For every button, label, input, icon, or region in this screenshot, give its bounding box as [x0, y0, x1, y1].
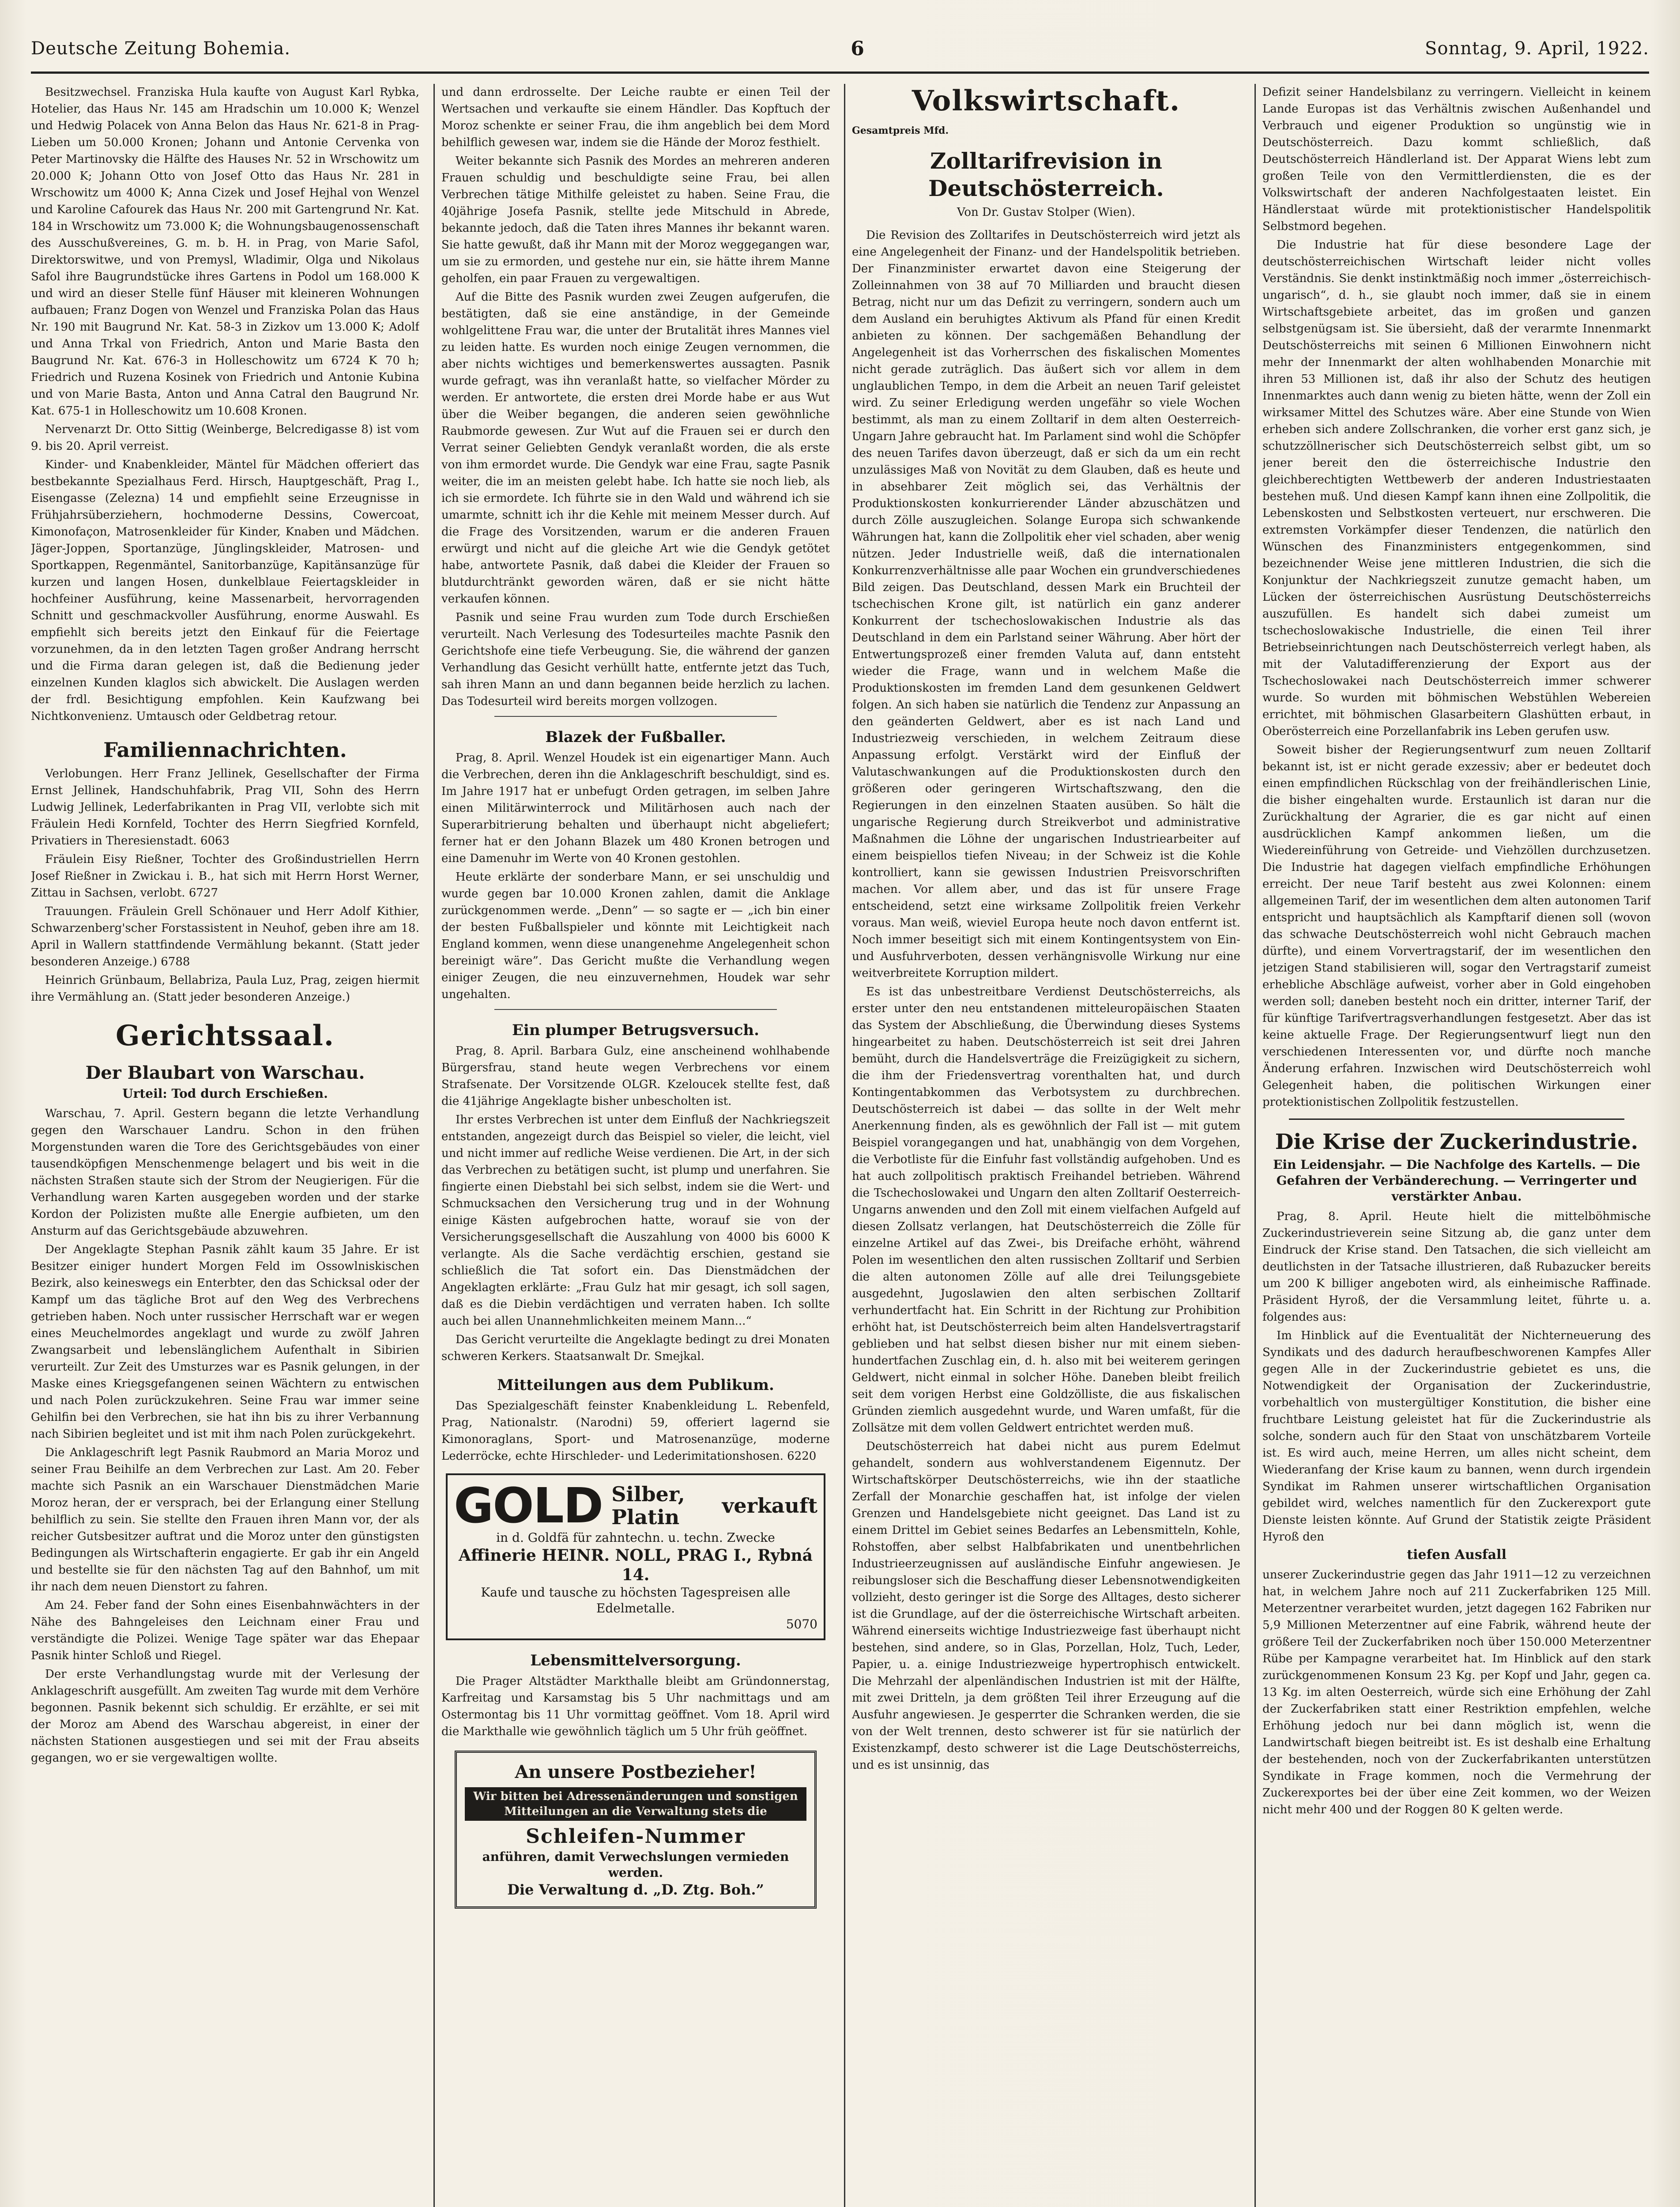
article-paragraph: Weiter bekannte sich Pasnik des Mordes an mehreren anderen Frauen schuldig und beschuldigte seine Frau, bei allen Verbrechen tätige Mithilfe geleistet zu haben. Seine Frau, die 40jährige Josefa Pasnik, stellte jede Mitschuld in Abrede, bekannte jedoch, daß die Taten ihres Mannes ihr bekannt waren. Sie hatte gewußt, daß ihr Mann mit der Moroz weggegangen war, um sie zu ermorden, und gestehe nur ein, sie hätte ihrem Manne geholfen, ein paar Frauen zu vergewaltigen.	[441, 154, 830, 285]
local-news-paragraph: Kinder- und Knabenkleider, Mäntel für Mädchen offeriert das bestbekannte Spezialhaus Ferd. Hirsch, Hauptgeschäft, Prag I., Eisengasse (Zelezna) 14 und empfiehlt seine Erzeugnisse in Frühjahrsüberziehern, hochmoderne Dessins, Cowercoat, Kimonofaçon, Matrosenkleider für Kinder, Knaben und Mädchen. Jäger-Joppen, Sportanzüge, Jünglingskleider, Matrosen- und Sportkappen, Regenmäntel, Sanitorbanzüge, Kapitänsanzüge für kurzen und langen Hosen, dunkelblaue Feiertagskleider in hochfeiner Ausführung, keine Massenarbeit, hervorragenden Schnitt und geschmackvoller Ausführung, enorme Auswahl. Es empfiehlt sich bereits jetzt den Einkauf für die Feiertage vorzunehmen, da in den letzten Tagen großer Andrang herrscht und die Firma daran gelegen ist, daß die Bedienung jeder einzelnen Kunden klaglos sich abwickelt. Die Auslagen werden der frdl. Besichtigung empfohlen. Kein Kaufzwang bei Nichtkonvenienz. Umtausch oder Geldbetrag retour.	[31, 458, 419, 723]
food-supply-heading: Lebensmittelversorgung.	[530, 1652, 741, 1669]
page-number: 6	[851, 37, 865, 60]
ad-tagline: Kaufe und tausche zu höchsten Tagespreisen alle Edelmetalle.	[481, 1585, 791, 1616]
article-paragraph: Deutschösterreich hat dabei nicht aus purem Edelmut gehandelt, sondern aus wohlverstandenem Eigennutz. Der Wirtschaftskörper Deutschösterreichs, wie ihn der staatliche Zerfall der Monarchie geschaffen hat, ist infolge der vielen Grenzen und Handelsgebiete nicht geeignet. Das Land ist zu einem Drittel im Gebiet seines Bedarfes an Lebensmitteln, Kohle, Rohstoffen, aber selbst Halbfabrikaten und unentbehrlichen Industrieerzeugnissen auf ausländische Einfuhr angewiesen. Je reibungsloser sich die Beschaffung dieser Lebensnotwendigkeiten vollzieht, desto geringer ist die Sorge des Alltages, desto sicherer ist die Grundlage, auf der die österreichische Wirtschaft arbeiten. Während einerseits wichtige Industriezweige fast überhaupt nicht bestehen, sind andere, so in Glas, Porzellan, Holz, Tuch, Leder, Papier, u. a. einige Industriezweige hypertrophisch entwickelt. Die Mehrzahl der alpenländischen Industrien ist mit der Hälfte, mit zwei Dritteln, ja dem größten Teil ihrer Erzeugung auf die Ausfuhr angewiesen. Je gesperrter die Schranken werden, die sie von der Welt trennen, desto schwerer ist für sie natürlich der Existenzkampf, desto schwerer ist die Lage Deutschösterreichs, und es ist unsinnig, das	[852, 1440, 1240, 1772]
issue-date: Sonntag, 9. April, 1922.	[1425, 38, 1649, 59]
article-paragraph: Heute erklärte der sonderbare Mann, er sei unschuldig und wurde gegen bar 10.000 Kronen zahlen, damit die Anklage zurückgenommen werde. „Denn” — so sagte er — „ich bin einer der besten Fußballspieler und könnte mit Leichtigkeit nach England kommen, wenn diese unangenehme Angelegenheit schon bereinigt wäre”. Das Gericht mußte die Verhandlung wegen einiger Zeugen, die neu einzuvernehmen, Houdek war sehr ungehalten.	[441, 870, 830, 1001]
family-notice: Heinrich Grünbaum, Bellabriza, Paula Luz, Prag, zeigen hiermit ihre Vermählung an. (Statt jeder besonderen Anzeige.)	[31, 974, 419, 1004]
public-notices-heading: Mitteilungen aus dem Publikum.	[497, 1376, 774, 1394]
article-paragraph: Das Gericht verurteilte die Angeklagte bedingt zu drei Monaten schweren Kerkers. Staatsanwalt Dr. Smejkal.	[441, 1333, 830, 1363]
article-paragraph: Der Angeklagte Stephan Pasnik zählt kaum 35 Jahre. Er ist Besitzer einiger hundert Morgen Feld im Ossowlniskischen Bezirk, also keineswegs ein Enterbter, den das Schicksal oder der Kampf um das tägliche Brot auf den Weg des Verbrechens getrieben haben. Noch unter russischer Herrschaft war er wegen eines Meuchelmordes angeklagt und wurde zu zwölf Jahren Zwangsarbeit und lebenslänglichem Aufenthalt in Sibirien verurteilt. Zur Zeit des Umsturzes war es Pasnik gelungen, in der Maske eines Kriegsgefangenen seinen Wächtern zu entwischen und nach Polen zurückzukehren. Seine Frau war immer seine Gehilfin bei den Verbrechen, sie hat ihn bis zu ihrer Verbannung nach Sibirien begleitet und ist mit ihm nach Polen zurückgekehrt.	[31, 1243, 419, 1441]
article-paragraph: Die Industrie hat für diese besondere Lage der deutschösterreichischen Wirtschaft leider nicht volles Verständnis. Sie denkt instinktmäßig noch immer „österreichisch-ungarisch“, d. h., sie glaubt noch immer, daß sie in einem Wirtschaftsgebiete arbeitet, das im großen und ganzen selbstgenügsam ist. Sie übersieht, daß der verarmte Innenmarkt Deutschösterreichs mit seinen 6 Millionen Einwohnern nicht mehr der Innenmarkt der alten wohlhabenden Monarchie mit ihren 53 Millionen ist, daß ihr also der Schutz des heutigen Innenmarktes auch dann wenig zu bieten hätte, wenn der Zoll ein wirksamer Mittel des Schutzes wäre. Aber eine Stunde von Wien erheben sich andere Zollschranken, die vorher erst ganz sich, je schutzzöllnerischer sich Deutschösterreich selbst gibt, um so jener bereit den die österreichische Industrie den gleichberechtigten Wettbewerb der anderen Industriestaaten bestehen muß. Und diesen Kampf kann ihnen eine Zollpolitik, die Lebenskosten und Selbstkosten verteuert, nur erschweren. Die extremsten Vorkämpfer dieser Tendenzen, die natürlich den Wünschen des Finanzministers entgegenkommen, sind bezeichnender Weise jene mittleren Industrien, die sich die Konjunktur der Nachkriegszeit zunutze gemacht haben, um Lücken der österreichischen Ausrüstung Deutschösterreichs auszufüllen. Es handelt sich dabei zumeist um tschechoslowakische Industrielle, die einen Teil ihrer Betriebseinrichtungen nach Deutschösterreich verlegt haben, als mit der Valutadifferenzierung der Export aus der Tschechoslowakei nach Deutschösterreich immer schwerer wurde. So wurden mit böhmischen Webstühlen Webereien errichtet, mit böhmischen Glasarbeitern Glashütten erbaut, in Oberösterreich eine Porzellanfabrik ins Leben gerufen usw.	[1262, 238, 1651, 738]
article-headline: Der Blaubart von Warschau.	[85, 1062, 365, 1083]
section-note: Gesamtpreis Mfd.	[852, 125, 949, 136]
notice-main: Schleifen-Nummer	[526, 1825, 746, 1848]
masthead-name: Deutsche Zeitung Bohemia.	[31, 38, 291, 59]
article-paragraph: Warschau, 7. April. Gestern begann die letzte Verhandlung gegen den Warschauer Landru. Schon in den frühen Morgenstunden waren die Tore des Gerichtsgebäudes von einer tausendköpfigen Menschenmenge belagert und bis weit in die nächsten Straßen staute sich der Strom der Neugierigen. Für die Verhandlung waren Karten ausgegeben worden und der starke Kordon der Polizisten mußte alle Energie aufbieten, um den Ansturm auf das Gerichtsgebäude abzuwehren.	[31, 1107, 419, 1238]
economy-section-heading: Volkswirtschaft.	[912, 84, 1181, 117]
column-1	[31, 84, 419, 2207]
article-paragraph: Die Revision des Zolltarifes in Deutschösterreich wird jetzt als eine Angelegenheit der Finanz- und der Handelspolitik betrieben. Der Finanzminister erwartet davon eine Steigerung der Zolleinnahmen von 38 auf 70 Milliarden und braucht diesen Betrag, nicht nur um das Defizit zu verringern, sondern auch um dem Ausland ein beruhigtes Aktivum als Pfand für einen Kredit anbieten zu können. Der sachgemäßen Behandlung der Angelegenheit ist das Vorherrschen des fiskalischen Momentes nicht gerade zuträglich. Das äußert sich vor allem in dem unglaublichen Tempo, in dem die Arbeit an neuen Tarif geleistet wird. Zu seiner Erledigung werden ungefähr so viele Wochen bestimmt, als man zu einem Zolltarif in dem alten Oesterreich-Ungarn Jahre gebraucht hat. Im Parlament sind wohl die Schöpfer des neuen Tarifes davon überzeugt, daß er sich da um ein recht unzulässiges Maß von Novität zu dem Glauben, daß es heute und in absehbarer Zeit möglich sei, das Verhältnis der Produktionskosten konkurrierender Länder abzuschätzen und durch Zölle auszugleichen. Solange Europa sich schwankende Währungen hat, kann die Zollpolitik eher viel schaden, aber wenig nützen. Jeder Industrielle weiß, daß die internationalen Konkurrenzverhältnisse alle paar Wochen ein grundverschiedenes Bild zeigen. Das Deutschland, dessen Mark ein Bruchteil der tschechischen Krone gilt, ist natürlich ein ganz anderer Konkurrent der tschechoslowakischen Industrie als das Deutschland in dem ein Parlstand seiner Währung. Aber hört der Entwertungsprozeß einer fremden Valuta auf, dann entsteht wieder die Frage, wann und in welchem Maße die Produktionskosten im fremden Land dem gesunkenen Geldwert folgen. An sich haben sie natürlich die Tendenz zur Anpassung an den geänderten Geldwert, aber es ist nach Land und Industriezweig verschieden, in welchem Zeitraum diese Anpassung erfolgt. Verstärkt wird der Einfluß der Valutaschwankungen auf die Produktionskosten durch den größeren oder geringeren Wirtschaftszwang, den die Regierungen in den einzelnen Staaten ausüben. So hält die ungarische Regierung durch Streikverbot und administrative Maßnahmen die Löhne der ungarischen Industriearbeiter auf einem beispiellos tiefen Niveau; in der Schweiz ist die Kohle kontrolliert, kann sie gewissen Industrien Preisvorschriften machen. Vor allem aber, und das ist für unsere Frage entscheidend, setzt eine wirksame Zollpolitik freien Verkehr voraus. Man weiß, wieviel Europa heute noch davon entfernt ist. Noch immer beseitigt sich mit einem Kontingentsystem von Ein- und Ausfuhrverboten, dessen verhängnisvolle Wirkung nur eine weitverbreitete Korruption mildert.	[852, 229, 1240, 980]
article-paragraph: Soweit bisher der Regierungsentwurf zum neuen Zolltarif bekannt ist, ist er nicht gerade exzessiv; aber er bedeutet doch einen empfindlichen Rückschlag von der freihändlerischen Linie, die bisher eingehalten wurde. Erstaunlich ist daran nur die Zurückhaltung der Agrarier, die es gar nicht auf einen ausdrücklichen Kampf ankommen ließen, um die Wiedereinführung von Getreide- und Viehzöllen durchzusetzen. Die Industrie hat dagegen vielfach empfindliche Erhöhungen erreicht. Der neue Tarif besteht aus zwei Kolonnen: einem allgemeinen Tarif, der im wesentlichen dem alten autonomen Tarif entspricht und hauptsächlich als Kampftarif dienen soll (wovon das schwache Deutschösterreich wohl nicht Gebrauch machen dürfte), und einem Vorvertragstarif, der im wesentlichen den jetzigen Stand stabilisieren will, sogar den Vertragstarif zumeist erhebliche Abschläge aufweist, vorher aber in Gold eingehoben werden soll; daneben besteht noch ein dritter, interner Tarif, der für künftige Tarifvertragsverhandlungen festgesetzt. Aber das ist keine aktuelle Frage. Der Regierungsentwurf liegt nun den verschiedenen Interessenten vor, und dürfte noch manche Änderung erfahren. Inzwischen wird Deutschösterreich wohl Gelegenheit haben, die politischen Wirkungen einer protektionistischen Zollpolitik festzustellen.	[1262, 743, 1651, 1109]
article-headline: Zolltarifrevision in Deutschösterreich.	[928, 148, 1164, 201]
article-paragraph: Prag, 8. April. Heute hielt die mittelböhmische Zuckerindustrieverein seine Sitzung ab, die ganz unter dem Eindruck der Krise stand. Den Tatsachen, die sich vielleicht am deutlichsten in der Tatsache illustrieren, daß Rubazucker bereits um 200 K billiger angeboten wird, als einheimische Raffinade. Präsident Hyroß, der die Versammlung leitet, führte u. a. folgendes aus:	[1262, 1210, 1651, 1324]
family-news-heading: Familiennachrichten.	[103, 738, 347, 762]
article-headline: Die Krise der Zuckerindustrie.	[1275, 1130, 1639, 1154]
page-header	[31, 31, 1649, 66]
article-paragraph: Pasnik und seine Frau wurden zum Tode durch Erschießen verurteilt. Nach Verlesung des Todesurteiles machte Pasnik den Gerichtshofe eine tiefe Verbeugung. Sie, die während der ganzen Verhandlung das Gesicht verhüllt hatte, entfernte jetzt das Tuch, sah ihren Mann an und dann begannen beide herzlich zu lachen. Das Todesurteil wird bereits morgen vollzogen.	[441, 611, 830, 708]
article-paragraph: unserer Zuckerindustrie gegen das Jahr 1911—12 zu verzeichnen hat, in welchem Jahre noch auf 211 Zuckerfabriken 125 Mill. Meterzentner verarbeitet wurden, jetzt dagegen 162 Fabriken nur 5,9 Millionen Meterzentner auf eine Fabrik, während heute der größere Teil der Zuckerfabriken noch über 150.000 Meterzentner Rübe per Kampagne verarbeitet hat. Im Hinblick auf den stark zurückgenommenen Konsum 23 Kg. per Kopf und Jahr, gegen ca. 13 Kg. im alten Oesterreich, würde sich eine Erhöhung der Zahl der Zuckerfabriken statt einer Restriktion empfehlen, welche Erhöhung jedoch nur bei dann möglich ist, wenn die Landwirtschaft biegen beitreibt ist. Es ist deshalb eine Erhaltung der bestehenden, noch von der Zuckerfabrikanten unterstützen Syndikate in Frage kommen, noch die Vermehrung der Zuckerexportes bei der über eine Zeit kommen, wo der Weizen nicht mehr 400 und der Roggen 80 K gelten werde.	[1262, 1568, 1651, 1816]
article-paragraph: und dann erdrosselte. Der Leiche raubte er einen Teil der Wertsachen und verkaufte sie einem Händler. Das Kopftuch der Moroz schenkte er seiner Frau, die ihm angeblich bei dem Mord behilflich gewesen war, indem sie die Hände der Moroz festhielt.	[441, 86, 830, 149]
header-rule	[31, 72, 1649, 74]
family-notice: Verlobungen. Herr Franz Jellinek, Gesellschafter der Firma Ernst Jellinek, Handschuhfabrik, Prag VII, Sohn des Herrn Ludwig Jellinek, Lederfabrikanten in Prag VII, verlobte sich mit Fräulein Hedi Kornfeld, Tochter des Herrn Siegfried Kornfeld, Privatiers in Theresienstadt. 6063	[31, 767, 419, 847]
column-rule	[433, 84, 435, 2207]
article-paragraph: Am 24. Feber fand der Sohn eines Eisenbahnwächters in der Nähe des Bahngeleises den Leichnam einer Frau und verständigte die Polizei. Wenige Tage später war das Ehepaar Pasnik hinter Schloß und Riegel.	[31, 1599, 419, 1662]
family-notice: Trauungen. Fräulein Grell Schönauer und Herr Adolf Kithier, Schwarzenberg'scher Forstassistent in Neuhof, geben ihre am 18. April in Wallern stattfindende Vermählung bekannt. (Statt jeder besonderen Anzeige.) 6788	[31, 905, 419, 968]
ad-gold-word: GOLD	[454, 1477, 603, 1534]
gold-advertisement	[446, 1473, 825, 1640]
family-notice: Fräulein Eisy Rießner, Tochter des Großindustriellen Herrn Josef Rießner in Zwickau i. B., hat sich mit Herrn Horst Werner, Zittau in Sachsen, verlobt. 6727	[31, 853, 419, 900]
article-byline: Von Dr. Gustav Stolper (Wien).	[957, 206, 1135, 219]
article-headline: Ein plumper Betrugsversuch.	[512, 1021, 759, 1039]
advertisement-text: Das Spezialgeschäft feinster Knabenkleidung L. Rebenfeld, Prag, Nationalstr. (Narodni) 59, offeriert lagernd sie Kimonoraglans, Sport- und Matrosenanzüge, moderne Lederröcke, echte Hirschleder- und Lederimitationshosen. 6220	[441, 1399, 830, 1463]
divider	[1289, 1119, 1624, 1120]
article-paragraph: Die Prager Altstädter Markthalle bleibt am Gründonnerstag, Karfreitag und Karsamstag bis 5 Uhr nachmittags und am Ostermontag bis 11 Uhr vormittag geöffnet. Vom 18. April wird die Markthalle wie gewöhnlich täglich um 5 Uhr früh geöffnet.	[441, 1675, 830, 1738]
notice-signature: Die Verwaltung d. „D. Ztg. Boh.”	[507, 1881, 764, 1898]
notice-bar: Wir bitten bei Adressenänderungen und sonstigen Mitteilungen an die Verwaltung stets die	[465, 1787, 806, 1821]
notice-title: An unsere Postbezieher!	[515, 1762, 757, 1782]
article-paragraph: Es ist das unbestreitbare Verdienst Deutschösterreichs, als erster unter den neu entstandenen mitteleuropäischen Staaten das System der Abschließung, die Überwindung dieses Systems hingearbeitet zu haben. Deutschösterreich ist seit drei Jahren bemüht, durch die Handelsverträge die Freizügigkeit zu sichern, die ihm der Friedensvertrag vorenthalten hat, und durch Kontingentabkommen das Verbotsystem zu durchbrechen. Deutschösterreich ist dabei — das sollte in der Welt mehr Anerkennung finden, als es gewöhnlich der Fall ist — mit gutem Beispiel vorangegangen und hat, unabhängig von dem Vorgehen, die Verbotliste für die Einfuhr fast vollständig aufgehoben. Und es hat auch zollpolitisch praktisch Freihandel betrieben. Während die Tschechoslowakei und Ungarn den alten Zolltarif Oesterreich-Ungarns anwenden und den Zoll mit einem vielfachen Aufgeld auf diesen Zollsatz verlangen, hat Deutschösterreich die Zölle für einzelne Artikel auf das Zwei-, bis Dreifache erhöht, während Polen im wesentlichen den alten russischen Zolltarif und Serbien die alten autonomen Zölle auf alle drei Teilungsgebiete ausgedehnt, Jugoslawien den alten serbischen Zolltarif verhundertfacht hat. Ein Schritt in der Richtung zur Prohibition erhöht hat, ist Deutschösterreich beim alten Handelsvertragstarif geblieben und hat selbst diesen bisher nur mit einem sieben-hundertfachen Zuschlag ein, d. h. also mit bei weiterem geringen Geldwert, nicht einmal in solcher Höhe. Daneben bleibt freilich seit dem vorigen Herbst eine Goldzölliste, die aus fiskalischen Gründen ziemlich ausgedehnt wurde, und Waren umfaßt, für die Zollsätze mit dem vollen Geldwert entrichtet werden muß.	[852, 985, 1240, 1435]
local-news-paragraph: Besitzwechsel. Franziska Hula kaufte von August Karl Rybka, Hotelier, das Haus Nr. 145 am Hradschin um 10.000 K; Wenzel und Hedwig Polacek von Anna Belon das Haus Nr. 621-8 in Prag-Lieben um 50.000 Kronen; Johann und Antonie Cervenka von Peter Martinovsky die Hälfte des Hauses Nr. 52 in Wrschowitz um 20.000 K; Johann Otto von Josef Otto das Haus Nr. 281 in Wrschowitz um 4000 K; Anna Cizek und Josef Hejhal von Wenzel und Karoline Cafourek das Haus Nr. 200 mit Gartengrund Nr. Kat. 184 in Wrschowitz um 73.000 K; die Wohnungsbaugenossenschaft des Ausschußvereines, G. m. b. H. in Prag, von Marie Safol, Direktorswitwe, und von Premysl, Wladimir, Olga und Nikolaus Safol ihre Baugrundstücke ihres Gartens in Podol um 168.000 K und wird an dieser Stelle fünf Häuser mit kleineren Wohnungen aufbauen; Franz Dogen von Wenzel und Franziska Polan das Haus Nr. 190 mit Baugrund Nr. Kat. 58-3 in Zizkov um 13.000 K; Adolf und Anna Trkal von Friedrich, Anton und Marie Basta den Baugrund Nr. Kat. 676-3 in Holleschowitz um 6724 K 70 h; Friedrich und Ruzena Kosinek von Friedrich und Antonie Kubina und von Marie Basta, Anton und Anna Catral den Baugrund Nr. Kat. 675-1 in Holleschowitz um 10.608 Kronen.	[31, 86, 419, 418]
subscriber-notice-box	[455, 1751, 817, 1909]
local-news-paragraph: Nervenarzt Dr. Otto Sittig (Weinberge, Belcredigasse 8) ist vom 9. bis 20. April verreist.	[31, 423, 419, 453]
court-section-heading: Gerichtssaal.	[115, 1019, 335, 1052]
article-headline: Blazek der Fußballer.	[545, 728, 726, 746]
article-paragraph: Ihr erstes Verbrechen ist unter dem Einfluß der Nachkriegszeit entstanden, angezeigt durch das Beispiel so vieler, die leicht, viel und nicht immer auf redliche Weise verdienen. Die Art, in der sich das Verbrechen zu betätigen sucht, ist plump und unerfahren. Sie fingierte einen Diebstahl bei sich selbst, indem sie die Wert- und Schmucksachen den Versicherung trug und in der Wohnung einige Kästen aufgebrochen hatte, worauf sie von der Versicherungsgesellschaft die Auszahlung von 4000 bis 6000 K verlangte. Als die Sache verdächtig erschien, gestand sie schließlich die Tat sofort ein. Das Dienstmädchen der Angeklagten erklärte: „Frau Gulz hat mir gesagt, ich soll sagen, daß es die Diebin verdächtigen und verraten haben. Ich sollte auch bei allen Unannehmlichkeiten meinem Mann...“	[441, 1113, 830, 1328]
article-subheadline: Urteil: Tod durch Erschießen.	[122, 1086, 328, 1101]
column-4	[1262, 84, 1651, 2207]
column-3	[852, 84, 1240, 2207]
notice-text: anführen, damit Verwechslungen vermieden werden.	[482, 1849, 789, 1880]
ad-headline-row	[454, 1477, 817, 1534]
ad-purpose: in d. Goldfä für zahntechn. u. techn. Zwecke	[496, 1530, 775, 1545]
divider	[494, 716, 777, 717]
column-rule	[1254, 84, 1256, 2207]
divider	[494, 1009, 777, 1010]
ad-verb: verkauft	[722, 1494, 817, 1518]
article-subheadline: Ein Leidensjahr. — Die Nachfolge des Kartells. — Die Gefahren der Verbänderechung. — Verringerter und verstärkter Anbau.	[1273, 1157, 1640, 1204]
article-paragraph: Prag, 8. April. Barbara Gulz, eine anscheinend wohlhabende Bürgersfrau, stand heute wegen Verbrechens vor einem Strafsenate. Der Vorsitzende OLGR. Kzeloucek stellte fest, daß die 41jährige Angeklagte bisher unbescholten ist.	[441, 1044, 830, 1108]
column-rule	[844, 84, 845, 2207]
ad-number: 5070	[786, 1617, 817, 1631]
ad-firm: Affinerie HEINR. NOLL, PRAG I., Rybná 14.	[459, 1546, 813, 1584]
inline-heading: tiefen Ausfall	[1407, 1547, 1507, 1563]
article-paragraph: Auf die Bitte des Pasnik wurden zwei Zeugen aufgerufen, die bestätigten, daß sie eine anständige, in der Gemeinde wohlgelittene Frau war, die unter der Brutalität ihres Mannes viel zu leiden hatte. Es wurden noch einige Zeugen vernommen, die aber nichts wichtiges und bemerkenswertes aussagten. Pasnik wurde gefragt, was ihn veranlaßt hatte, so vielfacher Mörder zu werden. Er antwortete, die ersten drei Morde habe er aus Wut über die Weiber begangen, die anderen seien gewöhnliche Raubmorde gewesen. Zur Wut auf die Frauen sei er durch den Verrat seiner Geliebten Gendyk veranlaßt worden, die als erste von ihm ermordet wurde. Die Gendyk war eine Frau, sagte Pasnik weiter, die im an meisten gelebt habe. Ich hatte sie noch lieb, als ich sie ermordete. Ich führte sie in den Wald und während ich sie umarmte, schnitt ich ihr die Kehle mit meinem Messer durch. Auf die Frage des Vorsitzenden, warum er die anderen Frauen erwürgt und nicht auf die gleiche Art wie die Gendyk getötet habe, antwortete Pasnik, daß dabei die Kleider der Frauen so blutdurchtränkt geworden wären, daß er sie nicht hätte verkaufen können.	[441, 290, 830, 606]
article-paragraph: Prag, 8. April. Wenzel Houdek ist ein eigenartiger Mann. Auch die Verbrechen, deren ihn die Anklageschrift beschuldigt, sind es. Im Jahre 1917 hat er unbefugt Orden getragen, im selben Jahre einen Militärwinterrock und Militärhosen auch nach der Superarbitrierung behalten und überhaupt nicht abgeliefert; ferner hat er den Johann Blazek um 480 Kronen betrogen und eine Damenuhr im Werte von 40 Kronen gestohlen.	[441, 751, 830, 865]
article-paragraph: Der erste Verhandlungstag wurde mit der Verlesung der Anklageschrift ausgefüllt. Am zweiten Tag wurde mit dem Verhöre begonnen. Pasnik bekennt sich schuldig. Er erzählte, er sei mit der Moroz am Abend des Warschau abgereist, in einer der nächsten Stationen ausgestiegen und sei mit der Frau abseits gegangen, wo er sie vergewaltigen wollte.	[31, 1668, 419, 1765]
article-paragraph: Im Hinblick auf die Eventualität der Nichterneuerung des Syndikats und des dadurch heraufbeschworenen Kampfes Aller gegen Alle in der Zuckerindustrie gebietet es uns, die Notwendigkeit der Organisation der Zuckerindustrie, vorbehaltlich von mustergültiger Konstitution, die bisher eine fruchtbare Leistung geleistet hat für die Zuckerindustrie als solche, sondern auch für den Staat von unschätzbarem Vorteile ist. Es wird auch, meine Herren, um alles nicht scheint, dem Wiederanfang der Krise kaum zu bannen, wenn durch irgendein Syndikat im Rahmen unserer wirtschaftlichen Organisation gebildet wird, welches namentlich für den Zuckerexport gute Dienste leisten könnte. Auf Grund der Statistik zeigte Präsident Hyroß den	[1262, 1329, 1651, 1544]
article-paragraph: Defizit seiner Handelsbilanz zu verringern. Vielleicht in keinem Lande Europas ist das Verhältnis zwischen Außenhandel und Verbrauch und eigener Produktion so ungünstig wie in Deutschösterreich. Dazu kommt schließlich, daß Deutschösterreich Händlerland ist. Der Apparat Wiens lebt zum großen Teile von den Vermittlerdiensten, die es der Volkswirtschaft der anderen Nachfolgestaaten leistet. Ein Händlerstaat würde mit protektionistischer Handelspolitik Selbstmord begehen.	[1262, 86, 1651, 233]
ad-metals: Silber, Platin	[611, 1482, 685, 1529]
column-2	[441, 84, 830, 2207]
article-paragraph: Die Anklageschrift legt Pasnik Raubmord an Maria Moroz und seiner Frau Beihilfe an dem Verbrechen zur Last. Am 20. Feber machte sich Pasnik an ein Warschauer Dienstmädchen Marie Moroz heran, der er versprach, bei der Erlangung einer Stellung behilflich zu sein. Sie stellte den Frauen ihren Mann vor, der als reicher Gutsbesitzer auftrat und die Moroz unter den günstigsten Bedingungen als Wirtschafterin engagierte. Er gab ihr ein Angeld und bestellte sie für den nächsten Tag auf den Bahnhof, um mit ihr nach dem neuen Dienstort zu fahren.	[31, 1446, 419, 1593]
